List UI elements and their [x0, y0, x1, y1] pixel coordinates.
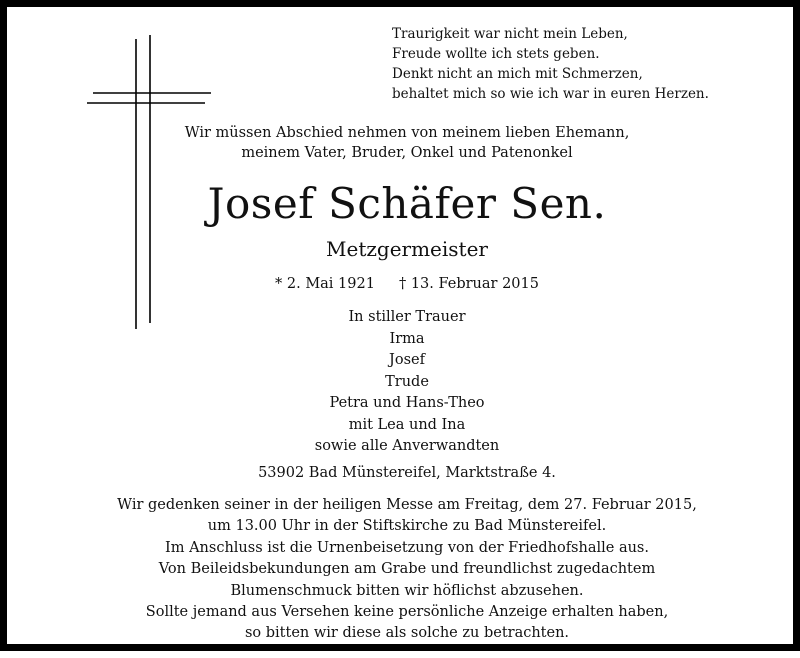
service-line: Wir gedenken seiner in der heiligen Messe am Freitag, dem 27. Februar 2015,: [117, 497, 697, 513]
service-line: Im Anschluss ist die Urnenbeisetzung von der Friedhofshalle aus.: [165, 539, 649, 556]
mourner-line: Irma: [389, 330, 425, 347]
service-line: um 13.00 Uhr in der Stiftskirche zu Bad Münstereifel.: [207, 518, 607, 535]
mourner-line: mit Lea und Ina: [348, 416, 466, 433]
poem-line: behaltet mich so wie ich war in euren Herzen.: [392, 86, 709, 102]
intro-text: [47, 123, 767, 163]
service-line: Blumenschmuck bitten wir höflichst abzusehen.: [230, 582, 584, 599]
birth-date: * 2. Mai 1921: [275, 276, 375, 292]
family-address: 53902 Bad Münstereifel, Marktstraße 4.: [258, 465, 556, 481]
death-date: † 13. Februar 2015: [398, 276, 539, 292]
mourner-line: Trude: [385, 373, 429, 390]
service-info: [47, 495, 767, 645]
poem-line: Freude wollte ich stets geben.: [392, 46, 600, 62]
poem-line: Denkt nicht an mich mit Schmerzen,: [392, 66, 643, 82]
service-line: so bitten wir diese als solche zu betrachten.: [244, 625, 570, 642]
deceased-occupation: Metzgermeister: [326, 237, 488, 261]
mourner-line: Petra und Hans-Theo: [329, 395, 485, 411]
mourner-line: In stiller Trauer: [348, 309, 466, 325]
mourners-list: [47, 307, 767, 458]
intro-line: Wir müssen Abschied nehmen von meinem lieben Ehemann,: [184, 125, 630, 141]
poem: [392, 24, 772, 104]
life-dates: [47, 273, 767, 295]
poem-line: Traurigkeit war nicht mein Leben,: [392, 26, 628, 42]
mourner-line: sowie alle Anverwandten: [314, 438, 500, 454]
deceased-name: Josef Schäfer Sen.: [207, 179, 607, 228]
service-line: Sollte jemand aus Versehen keine persönliche Anzeige erhalten haben,: [145, 604, 669, 621]
service-line: Von Beileidsbekundungen am Grabe und freundlichst zugedachtem: [158, 561, 656, 578]
intro-line: meinem Vater, Bruder, Onkel und Patenonkel: [241, 145, 573, 161]
mourner-line: Josef: [389, 352, 425, 368]
